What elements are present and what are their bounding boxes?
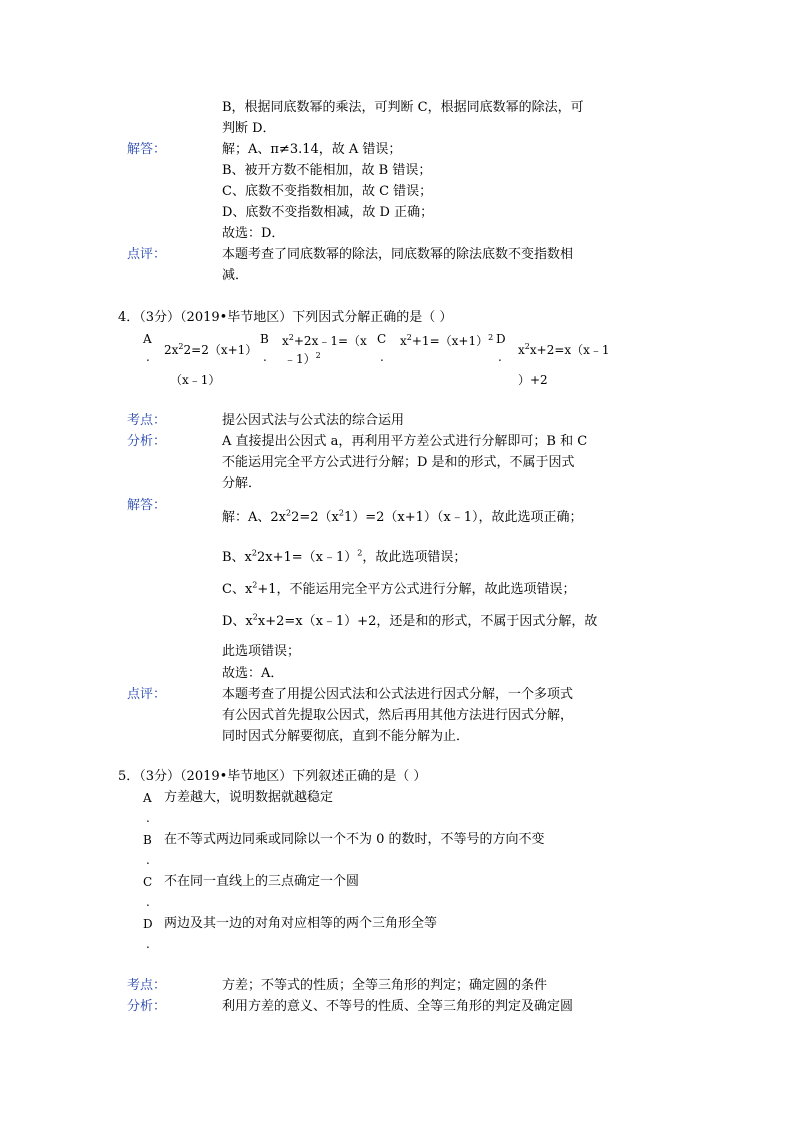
answer-line: B、$x^22x+1=(x﹣1)^2$，故此选项错误；: [222, 548, 467, 565]
option-b-text-2: ﹣1）$^2$: [284, 351, 321, 366]
option-dot: .: [146, 853, 150, 867]
comment-label: 点评：: [127, 247, 167, 262]
answer-label: 解答：: [127, 142, 167, 157]
option-letter: D: [496, 332, 506, 346]
answer-label: 解答：: [127, 498, 167, 513]
answer-line: 此选项错误；: [222, 644, 301, 659]
question-stem: 5．（3分）（2019•毕节地区）下列叙述正确的是（ ）: [118, 769, 427, 784]
comment-line: 减．: [222, 268, 249, 283]
option-text: 在不等式两边同乘或同除以一个不为 0 的数时，不等号的方向不变: [164, 832, 545, 847]
answer-line: 故选：D．: [222, 226, 285, 241]
answer-line: D、底数不变指数相减，故 D 正确；: [222, 205, 434, 220]
option-text: 两边及其一边的对角对应相等的两个三角形全等: [164, 916, 438, 931]
option-d-text-2: ）+2: [518, 373, 548, 387]
option-text: 不在同一直线上的三点确定一个圆: [164, 874, 360, 889]
answer-line: D、$x^2x+2=x(x﹣1)+2$，还是和的形式，不属于因式分解，故: [222, 612, 598, 629]
answer-line: C、底数不变指数相加，故 C 错误；: [222, 184, 433, 199]
option-letter: A: [143, 791, 152, 805]
kaodian-text: 方差；不等式的性质；全等三角形的判定；确定圆的条件: [222, 978, 548, 993]
fenxi-line: 分解．: [222, 476, 262, 491]
option-letter: D: [143, 917, 153, 931]
option-letter: C: [377, 332, 387, 346]
comment-line: 本题考查了同底数幂的除法，同底数幂的除法底数不变指数相: [222, 247, 574, 262]
option-letter: B: [143, 833, 152, 847]
fenxi-label: 分析：: [127, 434, 167, 449]
option-dot: .: [146, 895, 150, 909]
comment-line: 同时因式分解要彻底，直到不能分解为止．: [222, 729, 470, 744]
option-c-text: $x^2+1=(x+1)^2$: [400, 333, 494, 348]
option-letter: A: [143, 332, 152, 346]
kaodian-label: 考点：: [127, 413, 167, 428]
option-dot: .: [146, 937, 150, 951]
comment-label: 点评：: [127, 687, 167, 702]
kaodian-label: 考点：: [127, 978, 167, 993]
option-b-text: $x^2+2x﹣1=(x$: [282, 333, 367, 348]
option-a-text: $2x^22=2(x+1)$: [164, 342, 258, 357]
fenxi-label: 分析：: [127, 999, 167, 1014]
option-dot: .: [263, 350, 267, 364]
question-stem: 4．（3分）（2019•毕节地区）下列因式分解正确的是（ ）: [118, 310, 453, 325]
answer-line: 解；A、π≠3.14，故 A 错误；: [222, 142, 402, 157]
option-d-text: $x^2x+2=x(x﹣1$: [518, 342, 610, 357]
answer-line: B、被开方数不能相加，故 B 错误；: [222, 163, 432, 178]
comment-line: 本题考查了用提公因式法和公式法进行因式分解，一个多项式: [222, 687, 574, 702]
answer-line: 解：A、$2x^22=2(x^21)=2(x+1)(x﹣1)$，故此选项正确；: [222, 508, 583, 525]
answer-line: C、$x^2+1$，不能运用完全平方公式进行分解，故此选项错误；: [222, 580, 576, 597]
option-dot: .: [146, 811, 150, 825]
option-text: 方差越大，说明数据就越稳定: [164, 790, 334, 805]
option-letter: B: [260, 332, 269, 346]
fenxi-line: 不能运用完全平方公式进行分解；D 是和的形式，不属于因式: [222, 455, 575, 470]
option-dot: .: [146, 350, 150, 364]
analysis-line: 判断 D．: [222, 121, 276, 136]
kaodian-text: 提公因式法与公式法的综合运用: [222, 413, 405, 428]
option-dot: .: [380, 350, 384, 364]
option-a-text-2: （x﹣1）: [170, 373, 221, 387]
option-letter: C: [143, 875, 153, 889]
answer-line: 故选：A．: [222, 666, 284, 681]
comment-line: 有公因式首先提取公因式，然后再用其他方法进行因式分解，: [222, 708, 574, 723]
fenxi-line: 利用方差的意义、不等号的性质、全等三角形的判定及确定圆: [222, 999, 574, 1014]
analysis-line: B，根据同底数幂的乘法，可判断 C，根据同底数幂的除法，可: [222, 100, 584, 115]
fenxi-line: A 直接提出公因式 a，再利用平方差公式进行分解即可；B 和 C: [222, 434, 588, 449]
option-dot: .: [498, 350, 502, 364]
